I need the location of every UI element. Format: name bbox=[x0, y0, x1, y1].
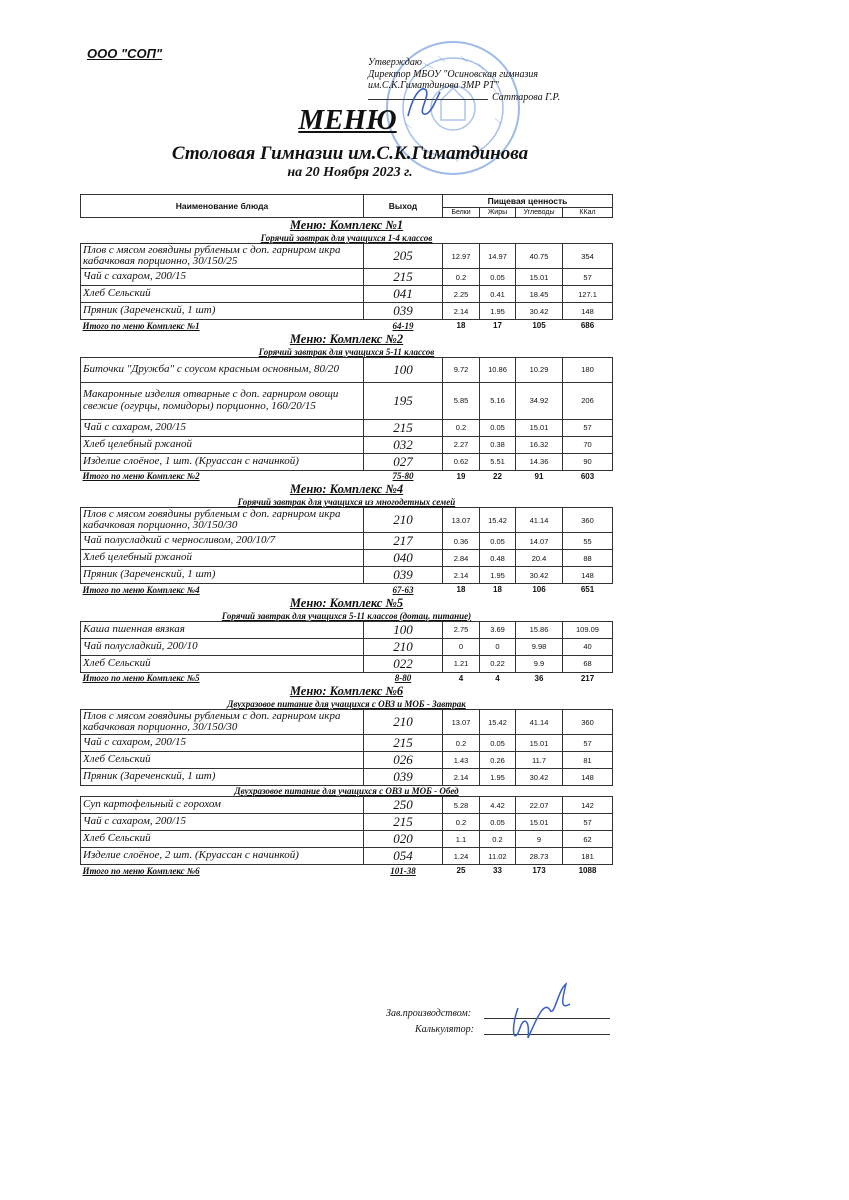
total-kcal: 651 bbox=[580, 585, 595, 595]
table-row bbox=[81, 831, 613, 848]
dish-output: 217 bbox=[364, 533, 443, 550]
total-fat: 22 bbox=[493, 471, 502, 481]
header-dish: Наименование блюда bbox=[81, 195, 364, 218]
section-title-row bbox=[81, 218, 613, 234]
dish-carbs: 9.9 bbox=[516, 655, 563, 672]
dish-kcal: 148 bbox=[563, 567, 613, 584]
dish-kcal: 57 bbox=[563, 735, 613, 752]
dish-kcal: 57 bbox=[563, 419, 613, 436]
header-kcal: ККал bbox=[563, 207, 613, 217]
total-fat: 18 bbox=[493, 585, 502, 595]
dish-protein: 1.21 bbox=[443, 655, 480, 672]
dish-name: Изделие слоёное, 1 шт. (Круассан с начинкой) bbox=[81, 453, 364, 470]
approval-block bbox=[368, 57, 560, 103]
total-row bbox=[81, 320, 613, 332]
table-row bbox=[81, 357, 613, 382]
total-carbs: 173 bbox=[532, 866, 546, 876]
dish-output: 205 bbox=[364, 244, 443, 269]
table-row bbox=[81, 655, 613, 672]
dish-output: 039 bbox=[364, 567, 443, 584]
production-label: Зав.производством: bbox=[386, 1008, 472, 1019]
total-protein: 18 bbox=[456, 321, 466, 331]
dish-output: 215 bbox=[364, 269, 443, 286]
dish-name: Хлеб целебный ржаной bbox=[81, 550, 364, 567]
director-line-1: Директор МБОУ "Осиновская гимназия bbox=[368, 68, 539, 80]
dish-carbs: 15.01 bbox=[516, 419, 563, 436]
dish-carbs: 40.75 bbox=[516, 244, 563, 269]
dish-name: Изделие слоёное, 2 шт. (Круассан с начинкой) bbox=[81, 848, 364, 865]
dish-kcal: 148 bbox=[563, 303, 613, 320]
dish-kcal: 68 bbox=[563, 655, 613, 672]
total-fat: 4 bbox=[495, 673, 500, 683]
table-row bbox=[81, 710, 613, 735]
group-title-row bbox=[81, 786, 613, 797]
total-output: 8-80 bbox=[394, 673, 412, 684]
table-row bbox=[81, 752, 613, 769]
dish-output: 041 bbox=[364, 286, 443, 303]
dish-kcal: 55 bbox=[563, 533, 613, 550]
dish-name: Хлеб Сельский bbox=[81, 831, 364, 848]
dish-carbs: 15.01 bbox=[516, 814, 563, 831]
dish-fat: 1.95 bbox=[480, 769, 516, 786]
table-row bbox=[81, 244, 613, 269]
dish-kcal: 81 bbox=[563, 752, 613, 769]
organization-name: ООО "СОП" bbox=[87, 46, 163, 61]
dish-protein: 13.07 bbox=[443, 710, 480, 735]
dish-carbs: 30.42 bbox=[516, 769, 563, 786]
dish-fat: 15.42 bbox=[480, 508, 516, 533]
total-label: Итого по меню Комплекс №4 bbox=[82, 584, 200, 595]
total-output: 101-38 bbox=[390, 865, 416, 876]
dish-carbs: 15.01 bbox=[516, 735, 563, 752]
dish-kcal: 181 bbox=[563, 848, 613, 865]
dish-output: 215 bbox=[364, 814, 443, 831]
director-signature-line bbox=[368, 92, 560, 104]
dish-protein: 5.85 bbox=[443, 382, 480, 419]
menu-table bbox=[80, 194, 613, 877]
table-row bbox=[81, 533, 613, 550]
table-row bbox=[81, 508, 613, 533]
canteen-subtitle: Столовая Гимназии им.С.К.Гиматдинова bbox=[171, 143, 529, 164]
total-row bbox=[81, 470, 613, 482]
table-row bbox=[81, 567, 613, 584]
dish-output: 026 bbox=[364, 752, 443, 769]
dish-name: Чай с сахаром, 200/15 bbox=[81, 419, 364, 436]
section-title: Меню: Комплекс №5 bbox=[289, 595, 404, 610]
dish-fat: 0.26 bbox=[480, 752, 516, 769]
dish-protein: 2.25 bbox=[443, 286, 480, 303]
group-title: Горячий завтрак для учащихся 5-11 классов (дотац. питание) bbox=[221, 610, 472, 621]
table-row bbox=[81, 286, 613, 303]
total-kcal: 603 bbox=[580, 471, 595, 481]
dish-name: Биточки "Дружба" с соусом красным основным, 80/20 bbox=[81, 357, 364, 382]
dish-kcal: 360 bbox=[563, 508, 613, 533]
dish-protein: 0.2 bbox=[443, 419, 480, 436]
dish-kcal: 142 bbox=[563, 797, 613, 814]
dish-kcal: 180 bbox=[563, 357, 613, 382]
dish-output: 054 bbox=[364, 848, 443, 865]
header-output: Выход bbox=[364, 195, 443, 218]
menu-date: на 20 Ноября 2023 г. bbox=[287, 165, 413, 180]
calculator-label: Калькулятор: bbox=[415, 1024, 474, 1035]
dish-output: 032 bbox=[364, 436, 443, 453]
dish-fat: 0.05 bbox=[480, 814, 516, 831]
dish-carbs: 30.42 bbox=[516, 303, 563, 320]
table-row bbox=[81, 453, 613, 470]
dish-carbs: 9.98 bbox=[516, 638, 563, 655]
section-title-row bbox=[81, 332, 613, 347]
header-carbs: Углеводы bbox=[516, 207, 563, 217]
group-title-row bbox=[81, 347, 613, 358]
total-protein: 25 bbox=[456, 866, 466, 876]
dish-kcal: 57 bbox=[563, 814, 613, 831]
dish-carbs: 41.14 bbox=[516, 710, 563, 735]
dish-name: Макаронные изделия отварные с доп. гарниром овощи свежие (огурцы, помидоры) порционно, 160/20/15 bbox=[81, 382, 364, 419]
dish-fat: 5.16 bbox=[480, 382, 516, 419]
dish-protein: 0.2 bbox=[443, 735, 480, 752]
approval-heading: Утверждаю bbox=[368, 57, 422, 68]
dish-protein: 0.2 bbox=[443, 269, 480, 286]
dish-kcal: 88 bbox=[563, 550, 613, 567]
dish-carbs: 41.14 bbox=[516, 508, 563, 533]
dish-fat: 0.05 bbox=[480, 419, 516, 436]
table-row bbox=[81, 303, 613, 320]
total-protein: 18 bbox=[456, 585, 466, 595]
dish-fat: 4.42 bbox=[480, 797, 516, 814]
group-title-row bbox=[81, 611, 613, 622]
group-title-row bbox=[81, 233, 613, 244]
total-label: Итого по меню Комплекс №2 bbox=[82, 471, 200, 482]
dish-name: Хлеб Сельский bbox=[81, 655, 364, 672]
section-title-row bbox=[81, 684, 613, 699]
director-name: Саттарова Г.Р. bbox=[492, 91, 561, 103]
page-title: МЕНЮ bbox=[298, 104, 397, 136]
dish-output: 027 bbox=[364, 453, 443, 470]
dish-carbs: 14.07 bbox=[516, 533, 563, 550]
section-title: Меню: Комплекс №4 bbox=[289, 482, 404, 496]
dish-protein: 2.84 bbox=[443, 550, 480, 567]
table-row bbox=[81, 814, 613, 831]
section-title-row bbox=[81, 596, 613, 611]
section-title: Меню: Комплекс №6 bbox=[289, 684, 404, 698]
dish-kcal: 62 bbox=[563, 831, 613, 848]
dish-protein: 2.14 bbox=[443, 303, 480, 320]
total-protein: 19 bbox=[456, 471, 466, 481]
table-row bbox=[81, 735, 613, 752]
total-row bbox=[81, 672, 613, 684]
dish-carbs: 20.4 bbox=[516, 550, 563, 567]
accountant-signature-icon bbox=[500, 980, 580, 1050]
table-row bbox=[81, 269, 613, 286]
group-title: Двухразовое питание для учащихся с ОВЗ и МОБ - Обед bbox=[234, 786, 459, 796]
dish-name: Плов с мясом говядины рубленым с доп. гарниром икра кабачковая порционно, 30/150/30 bbox=[81, 710, 364, 735]
dish-carbs: 30.42 bbox=[516, 567, 563, 584]
dish-kcal: 360 bbox=[563, 710, 613, 735]
total-kcal: 1088 bbox=[578, 866, 597, 876]
dish-protein: 2.75 bbox=[443, 621, 480, 638]
table-row bbox=[81, 797, 613, 814]
dish-fat: 1.95 bbox=[480, 303, 516, 320]
dish-output: 195 bbox=[364, 382, 443, 419]
dish-fat: 0.48 bbox=[480, 550, 516, 567]
dish-fat: 0.41 bbox=[480, 286, 516, 303]
dish-output: 020 bbox=[364, 831, 443, 848]
dish-output: 039 bbox=[364, 303, 443, 320]
total-fat: 33 bbox=[493, 866, 502, 876]
total-output: 64-19 bbox=[392, 320, 414, 331]
dish-fat: 0.05 bbox=[480, 269, 516, 286]
dish-protein: 2.27 bbox=[443, 436, 480, 453]
dish-name: Хлеб Сельский bbox=[81, 752, 364, 769]
dish-carbs: 34.92 bbox=[516, 382, 563, 419]
dish-carbs: 14.36 bbox=[516, 453, 563, 470]
dish-protein: 5.28 bbox=[443, 797, 480, 814]
group-title: Горячий завтрак для учащихся 5-11 классов bbox=[258, 346, 435, 357]
dish-name: Пряник (Зареченский, 1 шт) bbox=[81, 769, 364, 786]
table-row bbox=[81, 382, 613, 419]
group-title: Двухразовое питание для учащихся с ОВЗ и МОБ - Завтрак bbox=[227, 699, 466, 709]
dish-output: 215 bbox=[364, 735, 443, 752]
total-output: 75-80 bbox=[392, 471, 414, 482]
dish-protein: 1.24 bbox=[443, 848, 480, 865]
dish-name: Плов с мясом говядины рубленым с доп. гарниром икра кабачковая порционно, 30/150/30 bbox=[81, 508, 364, 533]
total-fat: 17 bbox=[493, 321, 502, 331]
dish-output: 210 bbox=[364, 638, 443, 655]
dish-name: Чай с сахаром, 200/15 bbox=[81, 814, 364, 831]
dish-protein: 2.14 bbox=[443, 567, 480, 584]
dish-carbs: 16.32 bbox=[516, 436, 563, 453]
dish-carbs: 10.29 bbox=[516, 357, 563, 382]
table-row bbox=[81, 419, 613, 436]
dish-protein: 13.07 bbox=[443, 508, 480, 533]
dish-carbs: 15.86 bbox=[516, 621, 563, 638]
dish-fat: 1.95 bbox=[480, 567, 516, 584]
dish-name: Хлеб Сельский bbox=[81, 286, 364, 303]
total-label: Итого по меню Комплекс №6 bbox=[82, 865, 200, 876]
dish-protein: 9.72 bbox=[443, 357, 480, 382]
dish-name: Пряник (Зареченский, 1 шт) bbox=[81, 567, 364, 584]
dish-output: 022 bbox=[364, 655, 443, 672]
header-protein: Белки bbox=[443, 207, 480, 217]
dish-kcal: 40 bbox=[563, 638, 613, 655]
director-line-2: им.С.К.Гиматдинова ЗМР РТ" bbox=[368, 80, 499, 91]
table-row bbox=[81, 848, 613, 865]
dish-fat: 0.22 bbox=[480, 655, 516, 672]
dish-protein: 2.14 bbox=[443, 769, 480, 786]
dish-fat: 0.2 bbox=[480, 831, 516, 848]
group-title-row bbox=[81, 699, 613, 710]
dish-fat: 3.69 bbox=[480, 621, 516, 638]
dish-carbs: 18.45 bbox=[516, 286, 563, 303]
dish-kcal: 148 bbox=[563, 769, 613, 786]
group-title: Горячий завтрак для учащихся из многодетных семей bbox=[237, 497, 456, 507]
dish-fat: 15.42 bbox=[480, 710, 516, 735]
dish-output: 250 bbox=[364, 797, 443, 814]
dish-carbs: 22.07 bbox=[516, 797, 563, 814]
dish-fat: 11.02 bbox=[480, 848, 516, 865]
dish-kcal: 354 bbox=[563, 244, 613, 269]
total-carbs: 91 bbox=[534, 471, 544, 481]
dish-name: Пряник (Зареченский, 1 шт) bbox=[81, 303, 364, 320]
dish-kcal: 57 bbox=[563, 269, 613, 286]
dish-name: Плов с мясом говядины рубленым с доп. гарниром икра кабачковая порционно, 30/150/25 bbox=[81, 244, 364, 269]
dish-fat: 0.38 bbox=[480, 436, 516, 453]
dish-output: 210 bbox=[364, 710, 443, 735]
dish-kcal: 70 bbox=[563, 436, 613, 453]
dish-fat: 0 bbox=[480, 638, 516, 655]
dish-protein: 0.36 bbox=[443, 533, 480, 550]
dish-protein: 1.1 bbox=[443, 831, 480, 848]
dish-protein: 0.2 bbox=[443, 814, 480, 831]
dish-kcal: 206 bbox=[563, 382, 613, 419]
total-row bbox=[81, 865, 613, 877]
total-carbs: 105 bbox=[532, 321, 546, 331]
dish-protein: 0.62 bbox=[443, 453, 480, 470]
dish-kcal: 127.1 bbox=[563, 286, 613, 303]
total-carbs: 106 bbox=[532, 585, 546, 595]
dish-fat: 0.05 bbox=[480, 735, 516, 752]
total-output: 67-63 bbox=[392, 584, 414, 595]
section-title: Меню: Комплекс №1 bbox=[289, 218, 404, 232]
total-label: Итого по меню Комплекс №1 bbox=[82, 320, 200, 331]
group-title: Горячий завтрак для учащихся 1-4 классов bbox=[260, 233, 433, 243]
total-protein: 4 bbox=[458, 673, 464, 683]
dish-output: 039 bbox=[364, 769, 443, 786]
dish-name: Каша пшенная вязкая bbox=[81, 621, 364, 638]
dish-protein: 1.43 bbox=[443, 752, 480, 769]
dish-name: Чай с сахаром, 200/15 bbox=[81, 735, 364, 752]
dish-output: 100 bbox=[364, 621, 443, 638]
table-row bbox=[81, 550, 613, 567]
header-fat: Жиры bbox=[480, 207, 516, 217]
dish-output: 040 bbox=[364, 550, 443, 567]
dish-name: Чай полусладкий с черносливом, 200/10/7 bbox=[81, 533, 364, 550]
dish-fat: 14.97 bbox=[480, 244, 516, 269]
dish-carbs: 9 bbox=[516, 831, 563, 848]
table-row bbox=[81, 436, 613, 453]
dish-kcal: 90 bbox=[563, 453, 613, 470]
total-carbs: 36 bbox=[534, 673, 544, 683]
dish-fat: 0.05 bbox=[480, 533, 516, 550]
section-title-row bbox=[81, 482, 613, 497]
total-label: Итого по меню Комплекс №5 bbox=[82, 673, 200, 684]
dish-output: 100 bbox=[364, 357, 443, 382]
dish-output: 210 bbox=[364, 508, 443, 533]
dish-protein: 0 bbox=[443, 638, 480, 655]
total-kcal: 217 bbox=[580, 673, 595, 683]
dish-output: 215 bbox=[364, 419, 443, 436]
dish-fat: 10.86 bbox=[480, 357, 516, 382]
section-title: Меню: Комплекс №2 bbox=[289, 331, 404, 346]
header-nutrition: Пищевая ценность bbox=[443, 195, 613, 208]
dish-carbs: 15.01 bbox=[516, 269, 563, 286]
dish-fat: 5.51 bbox=[480, 453, 516, 470]
dish-name: Суп картофельный с горохом bbox=[81, 797, 364, 814]
table-row bbox=[81, 638, 613, 655]
dish-name: Чай с сахаром, 200/15 bbox=[81, 269, 364, 286]
group-title-row bbox=[81, 497, 613, 508]
dish-carbs: 11.7 bbox=[516, 752, 563, 769]
dish-kcal: 109.09 bbox=[563, 621, 613, 638]
total-kcal: 686 bbox=[580, 321, 595, 331]
dish-name: Чай полусладкий, 200/10 bbox=[81, 638, 364, 655]
total-row bbox=[81, 584, 613, 596]
table-row bbox=[81, 769, 613, 786]
dish-protein: 12.97 bbox=[443, 244, 480, 269]
dish-carbs: 28.73 bbox=[516, 848, 563, 865]
table-row bbox=[81, 621, 613, 638]
dish-name: Хлеб целебный ржаной bbox=[81, 436, 364, 453]
